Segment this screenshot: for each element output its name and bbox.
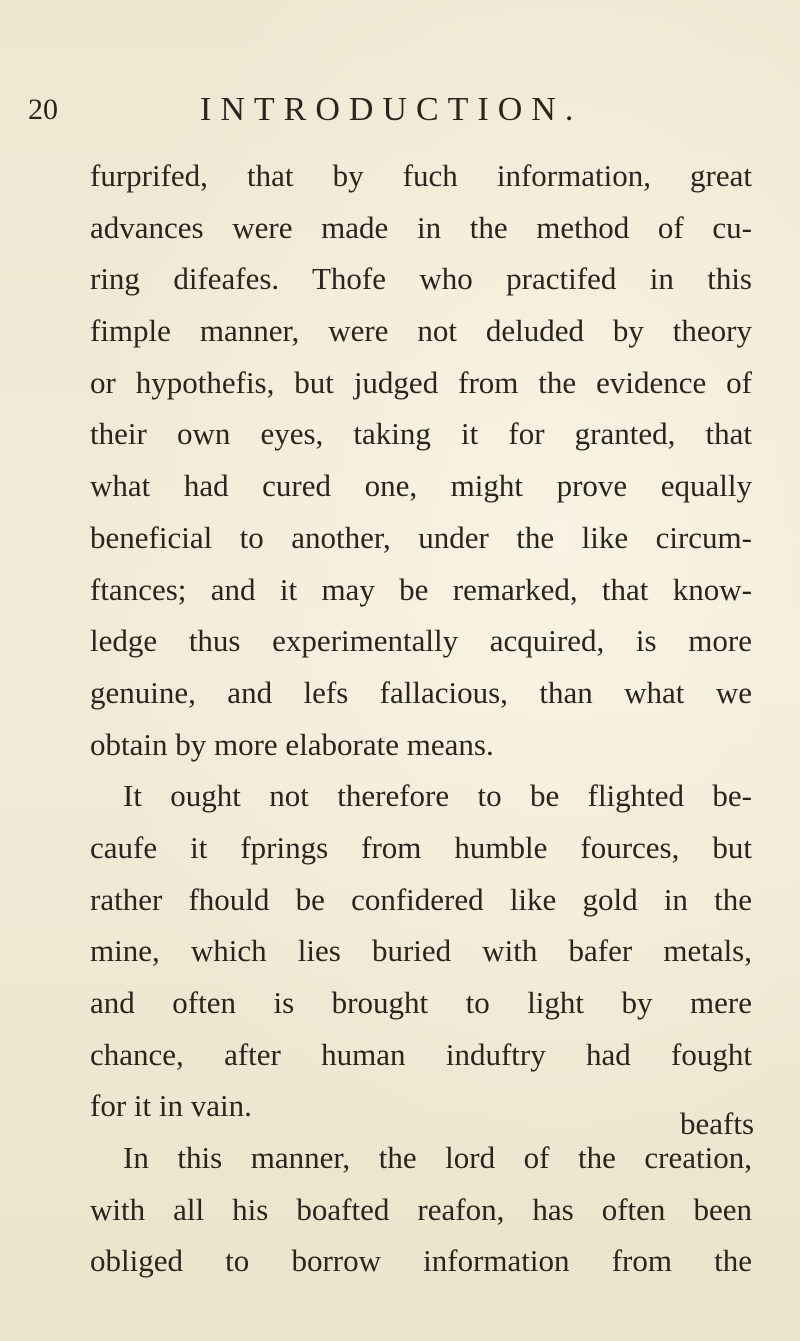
text-line: beneficial to another, under the like circum- (90, 519, 752, 555)
text-line: furprifed, that by fuch information, great (90, 158, 752, 193)
text-line: rather fhould be confidered like gold in the (90, 881, 752, 917)
paragraph-start-line: It ought not therefore to be flighted be- (123, 778, 752, 814)
text-line: for it in vain. (90, 1088, 252, 1124)
text-line: obliged to borrow information from the (90, 1243, 752, 1279)
paragraph-start-line: In this manner, the lord of the creation, (123, 1140, 752, 1176)
text-line: mine, which lies buried with bafer metals, (90, 933, 752, 969)
text-line: or hypothefis, but judged from the evidence of (90, 364, 752, 400)
page-number: 20 (28, 93, 58, 126)
text-line: ring difeafes. Thofe who practifed in this (90, 261, 752, 297)
text-line: fimple manner, were not deluded by theory (90, 313, 752, 349)
text-line: what had cured one, might prove equally (90, 468, 752, 504)
text-line: genuine, and lefs fallacious, than what we (90, 674, 752, 710)
text-line: ftances; and it may be remarked, that know- (90, 571, 752, 607)
body-text (90, 150, 755, 1287)
text-line: advances were made in the method of cu- (90, 209, 752, 245)
text-line: and often is brought to light by mere (90, 985, 752, 1020)
text-line: their own eyes, taking it for granted, that (90, 416, 752, 452)
text-line: ledge thus experimentally acquired, is more (90, 623, 752, 659)
text-line: caufe it fprings from humble fources, but (90, 829, 752, 865)
text-line: obtain by more elaborate means. (90, 726, 494, 762)
catchword: beafts (680, 1106, 755, 1141)
running-head: INTRODUCTION. (200, 91, 583, 128)
text-line: chance, after human induftry had fought (90, 1036, 752, 1072)
page-header (28, 90, 748, 130)
text-line: with all his boafted reafon, has often been (90, 1191, 752, 1227)
